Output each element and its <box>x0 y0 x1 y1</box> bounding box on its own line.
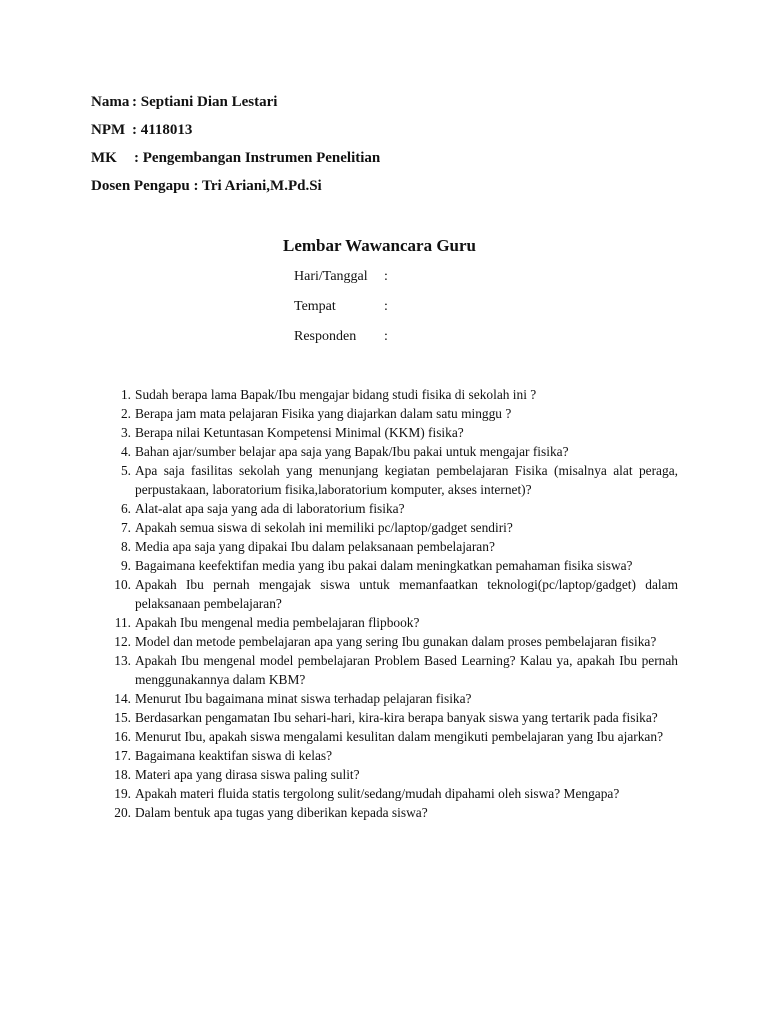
question-number: 17. <box>114 748 131 763</box>
question-number: 7. <box>120 520 131 535</box>
question-text: Bagaimana keefektifan media yang ibu pakai dalam meningkatkan pemahaman fisika siswa? <box>135 558 633 573</box>
question-item <box>0 784 678 803</box>
question-text: Berapa jam mata pelajaran Fisika yang diajarkan dalam satu minggu ? <box>135 406 512 421</box>
question-text: Alat-alat apa saja yang ada di laboratorium fisika? <box>135 501 405 516</box>
question-number: 5. <box>120 463 131 478</box>
responden-label: Responden <box>294 329 357 344</box>
question-number: 20. <box>114 805 131 820</box>
question-item <box>0 518 678 537</box>
npm-value: : 4118013 <box>132 122 193 138</box>
question-list <box>0 385 768 822</box>
header-mk <box>91 149 380 167</box>
question-item <box>0 765 678 784</box>
header-nama <box>91 93 277 111</box>
question-text: Bahan ajar/sumber belajar apa saja yang Bapak/Ibu pakai untuk mengajar fisika? <box>135 444 569 459</box>
question-item <box>0 632 678 651</box>
question-number: 1. <box>120 387 131 402</box>
question-text: Berdasarkan pengamatan Ibu sehari-hari, kira-kira berapa banyak siswa yang tertarik pada fisika? <box>135 710 658 725</box>
question-number: 14. <box>114 691 131 706</box>
nama-label: Nama <box>91 94 130 110</box>
question-text: Sudah berapa lama Bapak/Ibu mengajar bidang studi fisika di sekolah ini ? <box>135 387 537 402</box>
page-title: Lembar Wawancara Guru <box>283 236 476 255</box>
question-text: Apakah Ibu mengenal model pembelajaran Problem Based Learning? Kalau ya, apakah Ibu pernah menggunakannya dalam KBM? <box>135 653 678 687</box>
hari-tanggal-colon: : <box>384 269 388 284</box>
nama-value: : Septiani Dian Lestari <box>132 94 278 110</box>
question-item <box>0 727 678 746</box>
question-item <box>0 746 678 765</box>
question-number: 2. <box>120 406 131 421</box>
question-number: 15. <box>114 710 131 725</box>
question-text: Dalam bentuk apa tugas yang diberikan kepada siswa? <box>135 805 428 820</box>
question-number: 10. <box>114 577 131 592</box>
responden-colon: : <box>384 329 388 344</box>
question-number: 4. <box>120 444 131 459</box>
field-responden <box>294 328 388 345</box>
question-item <box>0 423 678 442</box>
question-text: Apakah Ibu pernah mengajak siswa untuk memanfaatkan teknologi(pc/laptop/gadget) dalam pelaksanaan pembelajaran? <box>135 577 678 611</box>
hari-tanggal-label: Hari/Tanggal <box>294 269 368 284</box>
question-text: Materi apa yang dirasa siswa paling sulit? <box>135 767 360 782</box>
question-text: Apakah semua siswa di sekolah ini memiliki pc/laptop/gadget sendiri? <box>135 520 513 535</box>
question-number: 18. <box>114 767 131 782</box>
question-number: 11. <box>114 615 131 630</box>
question-item <box>0 556 678 575</box>
mk-label: MK <box>91 150 117 166</box>
question-number: 9. <box>120 558 131 573</box>
question-text: Bagaimana keaktifan siswa di kelas? <box>135 748 333 763</box>
question-item <box>0 499 678 518</box>
question-text: Apa saja fasilitas sekolah yang menunjang kegiatan pembelajaran Fisika (misalnya alat peraga, perpustakaan, laboratorium fisika,laboratorium komputer, akses internet)? <box>135 463 678 497</box>
question-text: Apakah materi fluida statis tergolong sulit/sedang/mudah dipahami oleh siswa? Mengapa? <box>135 786 620 801</box>
question-item <box>0 708 678 727</box>
question-item <box>0 461 678 499</box>
question-text: Model dan metode pembelajaran apa yang sering Ibu gunakan dalam proses pembelajaran fisika? <box>135 634 657 649</box>
question-text: Apakah Ibu mengenal media pembelajaran flipbook? <box>135 615 420 630</box>
question-item <box>0 651 678 689</box>
question-item <box>0 803 678 822</box>
question-item <box>0 613 678 632</box>
question-number: 16. <box>114 729 131 744</box>
question-text: Menurut Ibu bagaimana minat siswa terhadap pelajaran fisika? <box>135 691 472 706</box>
header-npm <box>91 121 192 139</box>
tempat-label: Tempat <box>294 299 336 314</box>
mk-value: : Pengembangan Instrumen Penelitian <box>134 150 381 166</box>
question-number: 6. <box>120 501 131 516</box>
tempat-colon: : <box>384 299 388 314</box>
field-hari-tanggal <box>294 268 388 285</box>
npm-label: NPM <box>91 122 126 138</box>
question-number: 19. <box>114 786 131 801</box>
question-item <box>0 689 678 708</box>
question-item <box>0 404 678 423</box>
question-item <box>0 575 678 613</box>
field-tempat <box>294 298 388 315</box>
header-dosen: Dosen Pengapu : Tri Ariani,M.Pd.Si <box>91 178 322 194</box>
question-text: Menurut Ibu, apakah siswa mengalami kesulitan dalam mengikuti pembelajaran yang Ibu ajarkan? <box>135 729 664 744</box>
question-item <box>0 442 678 461</box>
question-number: 12. <box>114 634 131 649</box>
question-item <box>0 385 678 404</box>
question-text: Berapa nilai Ketuntasan Kompetensi Minimal (KKM) fisika? <box>135 425 464 440</box>
question-text: Media apa saja yang dipakai Ibu dalam pelaksanaan pembelajaran? <box>135 539 495 554</box>
question-number: 3. <box>120 425 131 440</box>
question-item <box>0 537 678 556</box>
question-number: 8. <box>120 539 131 554</box>
question-number: 13. <box>114 653 131 668</box>
